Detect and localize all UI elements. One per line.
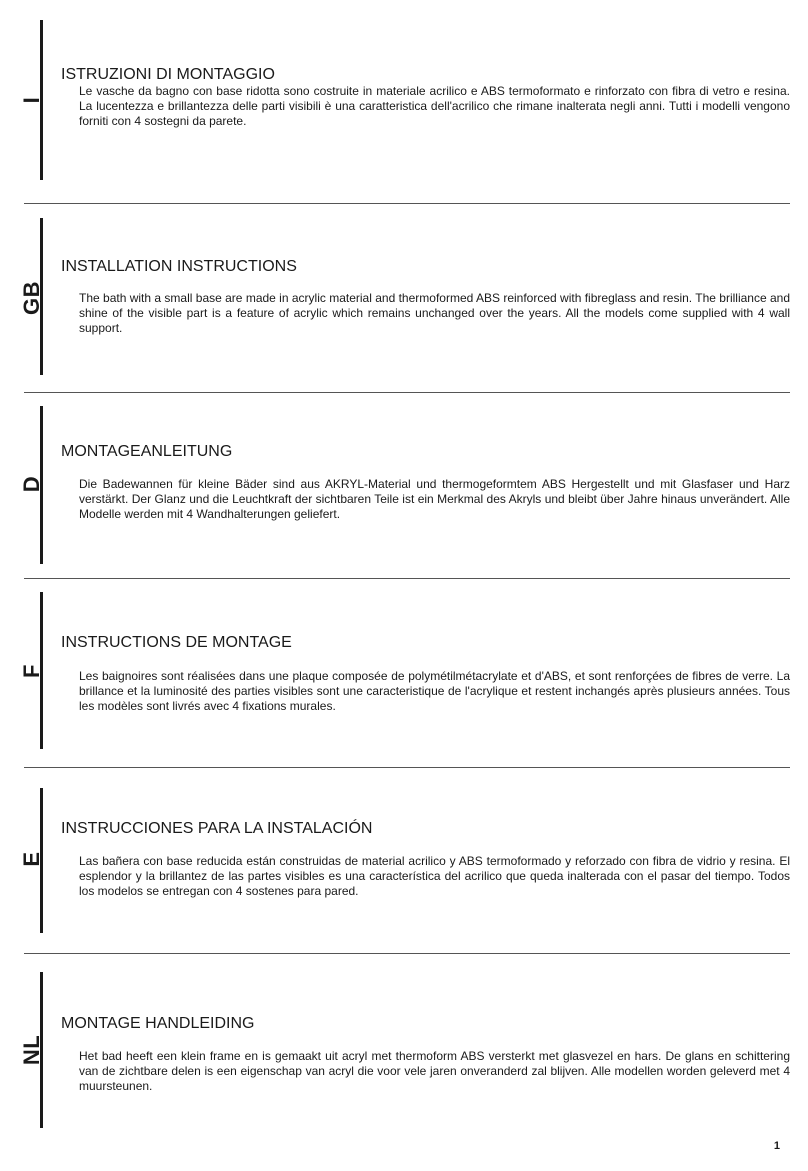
section-text-fr: Les baignoires sont réalisées dans une plaque composée de polymétilmétacrylate et d'ABS, et sont renforçées de fibres de verre. La brillance et la luminosité des parties visibles sont une caracteristique de l'acrylique et restent inchangés après plusieurs années. Tous les modèles sont livrés avec 4 fixations murales. <box>79 669 790 713</box>
divider <box>24 392 790 393</box>
section-text-es: Las bañera con base reducida están construidas de material acrilico y ABS termoformado y reforzado con fibra de vidrio y resina. El esplendor y la brillantez de las partes visibles es una característica del acrilico que queda inalterada con el pasar del tiempo. Todos los modelos se entregan con 4 sostenes para pared. <box>79 854 790 898</box>
section-title-es: INSTRUCCIONES PARA LA INSTALACIÓN <box>61 820 373 837</box>
language-code-es: E <box>19 851 44 867</box>
section-text-it: Le vasche da bagno con base ridotta sono costruite in materiale acrilico e ABS termoformato e rinforzato con fibra di vetro e resina. La lucentezza e brillantezza delle parti visibili è una caratteristica dell'acrilico che rimane inalterata negli anni. Tutti i modelli vengono forniti con 4 sostegni da parete. <box>79 84 790 128</box>
divider <box>24 578 790 579</box>
language-code-it: I <box>19 96 44 104</box>
divider <box>24 767 790 768</box>
section-text-nl: Het bad heeft een klein frame en is gemaakt uit acryl met thermoform ABS versterkt met glasvezel en hars. De glans en schittering van de zichtbare delen is een eigenschap van acryl die voor vele jaren onveranderd zal blijven. Alle modellen worden geleverd met 4 muursteunen. <box>79 1049 790 1093</box>
language-code-nl: NL <box>19 1034 44 1066</box>
language-code-fr: F <box>19 664 44 678</box>
section-title-gb: INSTALLATION INSTRUCTIONS <box>61 258 297 275</box>
section-title-de: MONTAGEANLEITUNG <box>61 443 233 460</box>
section-title-it: ISTRUZIONI DI MONTAGGIO <box>61 66 275 83</box>
section-title-nl: MONTAGE HANDLEIDING <box>61 1015 255 1032</box>
language-code-de: D <box>19 475 44 493</box>
section-title-fr: INSTRUCTIONS DE MONTAGE <box>61 634 292 651</box>
divider <box>24 953 790 954</box>
section-text-de: Die Badewannen für kleine Bäder sind aus AKRYL-Material und thermogeformtem ABS Hergestellt und mit Glasfaser und Harz verstärkt. Der Glanz und die Leuchtkraft der sichtbaren Teile ist ein Merkmal des Akryls und bleibt über Jahre hinaus unverändert. Alle Modelle werden mit 4 Wandhalterungen geliefert. <box>79 477 790 521</box>
page-number: 1 <box>773 1140 780 1152</box>
language-code-gb: GB <box>19 281 44 315</box>
divider <box>24 203 790 204</box>
section-text-gb: The bath with a small base are made in acrylic material and thermoformed ABS reinforced with fibreglass and resin. The brilliance and shine of the visible part is a feature of acrylic which remains unchanged over the years. All the models come supplied with 4 wall support. <box>79 291 790 335</box>
